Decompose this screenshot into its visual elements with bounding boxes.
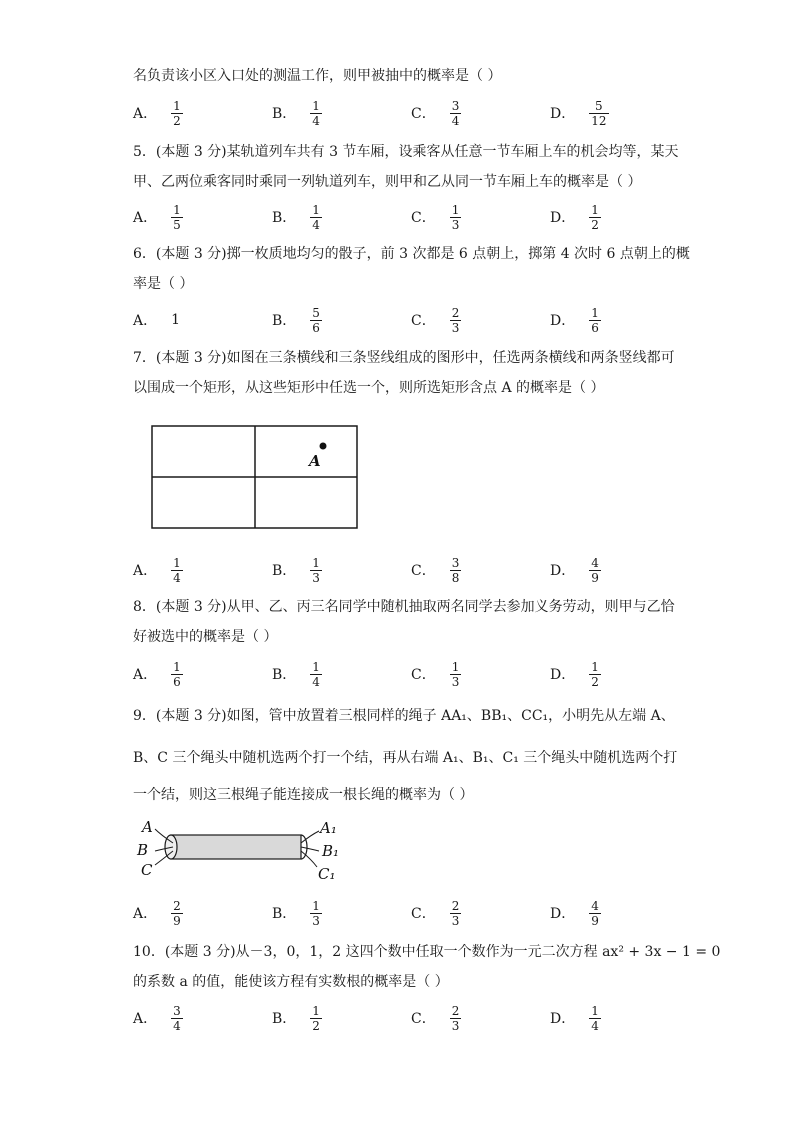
option-label: D． — [550, 313, 576, 329]
option-c — [411, 96, 461, 130]
q9-stem-line2: B、C 三个绳头中随机选两个打一个结，再从右端 A₁、B₁、C₁ 三个绳头中随机选两个打 — [133, 750, 678, 766]
option-label: A． — [133, 906, 158, 922]
option-fraction — [589, 660, 601, 689]
option-fraction — [589, 1004, 601, 1033]
fraction-numerator: 2 — [451, 898, 460, 913]
option-label: D． — [550, 106, 576, 122]
fraction-numerator: 1 — [451, 659, 460, 674]
fraction-denominator: 3 — [451, 217, 460, 232]
option-fraction — [589, 556, 601, 585]
option-fraction — [589, 306, 601, 335]
fraction-denominator: 2 — [173, 113, 181, 128]
q9-options — [133, 896, 693, 930]
option-label: B． — [272, 210, 297, 226]
option-a — [133, 1001, 183, 1035]
fraction-numerator: 2 — [173, 898, 181, 913]
rope-c-right — [301, 851, 317, 867]
fraction-numerator: 1 — [591, 659, 599, 674]
fraction-denominator: 2 — [312, 1018, 320, 1033]
option-label: B． — [272, 563, 297, 579]
option-b — [272, 1001, 322, 1035]
option-label: D． — [550, 563, 576, 579]
fraction-denominator: 3 — [451, 674, 460, 689]
option-label: D． — [550, 210, 576, 226]
fraction-denominator: 3 — [451, 1018, 460, 1033]
option-b — [272, 303, 322, 337]
label-a1: A₁ — [320, 819, 337, 837]
option-c — [411, 896, 461, 930]
option-label: B． — [272, 313, 297, 329]
fraction-numerator: 1 — [173, 659, 181, 674]
fraction-numerator: 1 — [312, 1003, 320, 1018]
option-fraction — [450, 660, 462, 689]
option-fraction — [450, 899, 462, 928]
option-label: C． — [411, 667, 436, 683]
option-fraction — [171, 899, 183, 928]
option-fraction — [450, 556, 462, 585]
option-fraction — [310, 556, 322, 585]
fraction-denominator: 4 — [312, 217, 320, 232]
q7-stem-line1: 7．(本题 3 分)如图在三条横线和三条竖线组成的图形中，任选两条横线和两条竖线都可 — [133, 350, 675, 366]
option-d — [550, 1001, 601, 1035]
option-d — [550, 303, 601, 337]
fraction-numerator: 1 — [312, 898, 320, 913]
option-c — [411, 553, 461, 587]
option-label: A． — [133, 106, 158, 122]
fraction-numerator: 1 — [591, 202, 599, 217]
option-fraction — [450, 99, 462, 128]
label-c1: C₁ — [318, 865, 336, 883]
option-fraction — [450, 1004, 462, 1033]
q7-grid-figure — [145, 420, 365, 535]
fraction-numerator: 3 — [451, 555, 460, 570]
fraction-numerator: 3 — [173, 1003, 181, 1018]
option-fraction — [310, 660, 322, 689]
q10-options — [133, 1001, 693, 1035]
option-label: A． — [133, 563, 158, 579]
fraction-denominator: 9 — [591, 913, 599, 928]
option-label: A． — [133, 313, 158, 329]
fraction-denominator: 4 — [591, 1018, 599, 1033]
option-c — [411, 1001, 461, 1035]
option-fraction — [171, 203, 183, 232]
q4-stem-tail: 名负责该小区入口处的测温工作，则甲被抽中的概率是（ ） — [133, 68, 502, 84]
fraction-denominator: 12 — [591, 113, 607, 128]
fraction-denominator: 4 — [312, 674, 320, 689]
fraction-denominator: 8 — [451, 570, 460, 585]
fraction-numerator: 1 — [451, 202, 460, 217]
rope-b-right — [301, 847, 319, 851]
fraction-numerator: 1 — [591, 1003, 599, 1018]
q8-stem-line1: 8．(本题 3 分)从甲、乙、丙三名同学中随机抽取两名同学去参加义务劳动，则甲与乙恰 — [133, 599, 675, 615]
fraction-numerator: 1 — [591, 305, 599, 320]
fraction-denominator: 2 — [591, 217, 599, 232]
option-d — [550, 657, 601, 691]
fraction-denominator: 3 — [451, 320, 460, 335]
option-label: C． — [411, 106, 436, 122]
q5-stem-line2: 甲、乙两位乘客同时乘同一列轨道列车，则甲和乙从同一节车厢上车的概率是（ ） — [133, 174, 642, 190]
fraction-numerator: 2 — [451, 1003, 460, 1018]
fraction-numerator: 5 — [312, 305, 320, 320]
option-label: A． — [133, 210, 158, 226]
option-a — [133, 200, 183, 234]
fraction-numerator: 3 — [451, 98, 460, 113]
option-label: C． — [411, 313, 436, 329]
option-label: C． — [411, 563, 436, 579]
q9-tube-figure — [133, 815, 353, 887]
q5-stem-line1: 5．(本题 3 分)某轨道列车共有 3 节车厢，设乘客从任意一节车厢上车的机会均等，某天 — [133, 144, 679, 160]
fraction-denominator: 3 — [312, 570, 320, 585]
option-a — [133, 553, 183, 587]
label-c: C — [141, 861, 153, 879]
fraction-denominator: 9 — [173, 913, 181, 928]
option-b — [272, 200, 322, 234]
q6-options — [133, 303, 693, 337]
q4-options — [133, 96, 693, 130]
fraction-denominator: 4 — [173, 1018, 181, 1033]
option-label: D． — [550, 906, 576, 922]
label-a: A — [142, 818, 153, 836]
option-label: C． — [411, 210, 436, 226]
point-a-dot — [320, 443, 327, 450]
option-c — [411, 200, 461, 234]
fraction-denominator: 6 — [591, 320, 599, 335]
option-fraction — [171, 99, 183, 128]
option-b — [272, 896, 322, 930]
option-fraction — [589, 899, 601, 928]
option-fraction — [310, 1004, 322, 1033]
q9-stem-line3: 一个结，则这三根绳子能连接成一根长绳的概率为（ ） — [133, 787, 474, 803]
fraction-denominator: 9 — [591, 570, 599, 585]
q8-options — [133, 657, 693, 691]
option-fraction — [171, 1004, 183, 1033]
q6-stem-line1: 6．(本题 3 分)掷一枚质地均匀的骰子，前 3 次都是 6 点朝上，掷第 4 次时 6 点朝上的概 — [133, 246, 690, 262]
fraction-denominator: 6 — [173, 674, 181, 689]
option-label: A． — [133, 667, 158, 683]
fraction-numerator: 1 — [173, 555, 181, 570]
fraction-numerator: 1 — [173, 202, 181, 217]
option-c — [411, 657, 461, 691]
fraction-denominator: 6 — [312, 320, 320, 335]
q10-stem-line2: 的系数 a 的值，能使该方程有实数根的概率是（ ） — [133, 974, 449, 990]
option-d — [550, 553, 601, 587]
option-label: C． — [411, 1011, 436, 1027]
fraction-denominator: 5 — [173, 217, 181, 232]
q10-stem-line1: 10．(本题 3 分)从－3，0，1，2 这四个数中任取一个数作为一元二次方程 ax² + 3x − 1 = 0 — [133, 944, 721, 960]
fraction-numerator: 5 — [595, 98, 603, 113]
option-d — [550, 896, 601, 930]
tube-body — [171, 835, 301, 859]
option-c — [411, 303, 461, 337]
option-fraction — [171, 660, 183, 689]
fraction-numerator: 1 — [312, 202, 320, 217]
option-fraction — [589, 99, 608, 128]
option-label: D． — [550, 1011, 576, 1027]
option-fraction — [450, 306, 462, 335]
fraction-numerator: 1 — [173, 98, 181, 113]
option-label: C． — [411, 906, 436, 922]
option-b — [272, 657, 322, 691]
option-fraction — [589, 203, 601, 232]
q8-stem-line2: 好被选中的概率是（ ） — [133, 629, 278, 645]
option-value: 1 — [171, 312, 181, 328]
label-b1: B₁ — [322, 842, 340, 860]
option-fraction — [171, 556, 183, 585]
option-a — [133, 657, 183, 691]
option-fraction — [310, 899, 322, 928]
fraction-numerator: 2 — [451, 305, 460, 320]
option-label: B． — [272, 906, 297, 922]
option-label: B． — [272, 106, 297, 122]
fraction-denominator: 3 — [312, 913, 320, 928]
fraction-denominator: 2 — [591, 674, 599, 689]
q6-stem-line2: 率是（ ） — [133, 276, 194, 292]
point-a-label: A — [309, 452, 321, 470]
option-fraction — [310, 99, 322, 128]
option-b — [272, 553, 322, 587]
q7-options — [133, 553, 693, 587]
option-fraction — [450, 203, 462, 232]
fraction-numerator: 1 — [312, 555, 320, 570]
option-label: B． — [272, 667, 297, 683]
option-label: A． — [133, 1011, 158, 1027]
option-label: D． — [550, 667, 576, 683]
fraction-denominator: 4 — [312, 113, 320, 128]
option-label: B． — [272, 1011, 297, 1027]
fraction-denominator: 4 — [451, 113, 460, 128]
fraction-numerator: 1 — [312, 98, 320, 113]
option-d — [550, 200, 601, 234]
q9-stem-line1: 9．(本题 3 分)如图，管中放置着三根同样的绳子 AA₁、BB₁、CC₁，小明先从左端 A、 — [133, 708, 675, 724]
fraction-numerator: 1 — [312, 659, 320, 674]
option-a — [133, 303, 180, 337]
fraction-numerator: 4 — [591, 898, 599, 913]
q5-options — [133, 200, 693, 234]
option-d — [550, 96, 609, 130]
fraction-denominator: 4 — [173, 570, 181, 585]
fraction-numerator: 4 — [591, 555, 599, 570]
label-b: B — [137, 841, 149, 859]
option-fraction — [310, 306, 322, 335]
option-a — [133, 896, 183, 930]
option-a — [133, 96, 183, 130]
fraction-denominator: 3 — [451, 913, 460, 928]
option-b — [272, 96, 322, 130]
option-fraction — [310, 203, 322, 232]
q7-stem-line2: 以围成一个矩形，从这些矩形中任选一个，则所选矩形含点 A 的概率是（ ） — [133, 380, 605, 396]
